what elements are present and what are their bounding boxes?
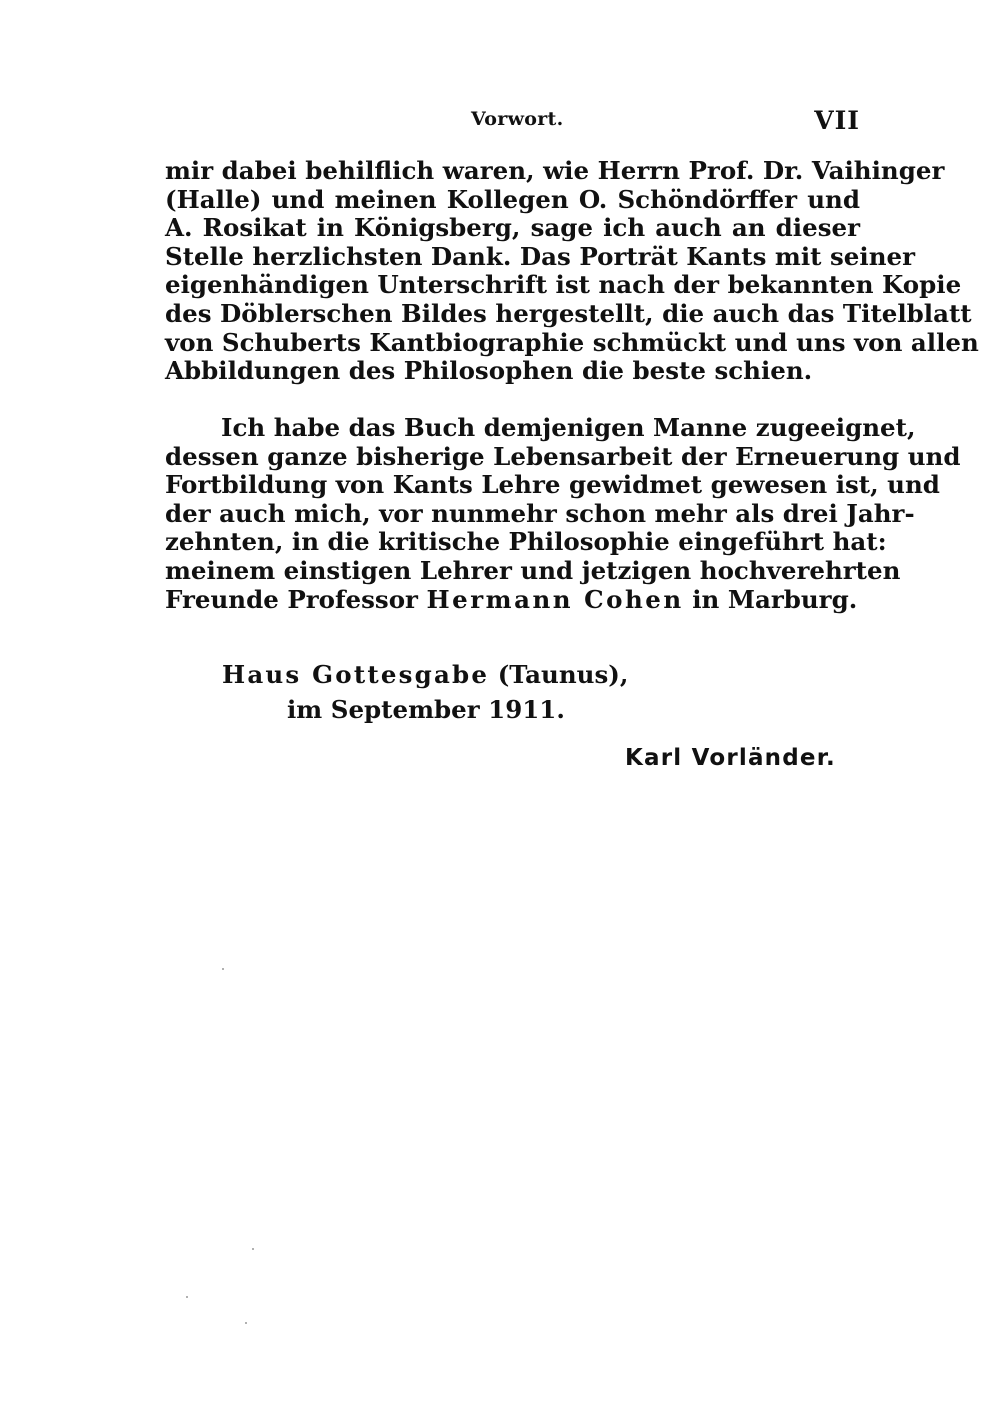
paper-speck — [245, 1322, 247, 1324]
text-line: A. Rosikat in Königsberg, sage ich auch an dieser — [165, 213, 860, 243]
place-name: Haus Gottesgabe — [222, 660, 490, 689]
closing-date: im September 1911. — [287, 695, 565, 724]
text-line: der auch mich, vor nunmehr schon mehr als drei Jahr- — [165, 498, 915, 528]
dedication-prefix: Freunde Professor — [165, 584, 418, 614]
text-line: des Döblerschen Bildes hergestellt, die auch das Titelblatt — [165, 298, 972, 328]
author-signature: Karl Vorländer. — [625, 745, 836, 771]
paper-speck — [222, 968, 224, 970]
running-head — [165, 108, 860, 138]
paper-speck — [186, 1296, 188, 1298]
text-line-dedicatee — [165, 586, 860, 615]
text-line: Stelle herzlichsten Dank. Das Porträt Kants mit seiner — [165, 241, 916, 271]
text-line: meinem einstigen Lehrer und jetzigen hochverehrten — [165, 555, 901, 585]
text-line: von Schuberts Kantbiographie schmückt und uns von allen — [165, 327, 979, 357]
place-region: (Taunus), — [497, 660, 629, 689]
text-line: zehnten, in die kritische Philosophie eingeführt hat: — [165, 527, 887, 557]
text-line: dessen ganze bisherige Lebensarbeit der Erneuerung und — [165, 441, 961, 471]
text-line: Abbildungen des Philosophen die beste schien. — [165, 356, 813, 386]
text-line: (Halle) und meinen Kollegen O. Schöndörffer und — [165, 184, 860, 214]
text-line: mir dabei behilflich waren, wie Herrn Prof. Dr. Vaihinger — [165, 156, 945, 185]
paragraph-dedication — [165, 413, 961, 614]
paper-speck — [252, 1248, 254, 1250]
dedicatee-name: Hermann Cohen — [426, 584, 684, 614]
paragraph-acknowledgements — [165, 156, 979, 386]
text-line: Fortbildung von Kants Lehre gewidmet gewesen ist, und — [165, 470, 940, 500]
running-title: Vorwort. — [471, 108, 564, 130]
dedication-suffix: in Marburg. — [692, 584, 858, 614]
text-line: eigenhändigen Unterschrift ist nach der bekannten Kopie — [165, 270, 962, 300]
text-line: Ich habe das Buch demjenigen Manne zugeeignet, — [221, 413, 916, 442]
page-number: VII — [814, 106, 860, 135]
closing-place — [222, 660, 628, 689]
